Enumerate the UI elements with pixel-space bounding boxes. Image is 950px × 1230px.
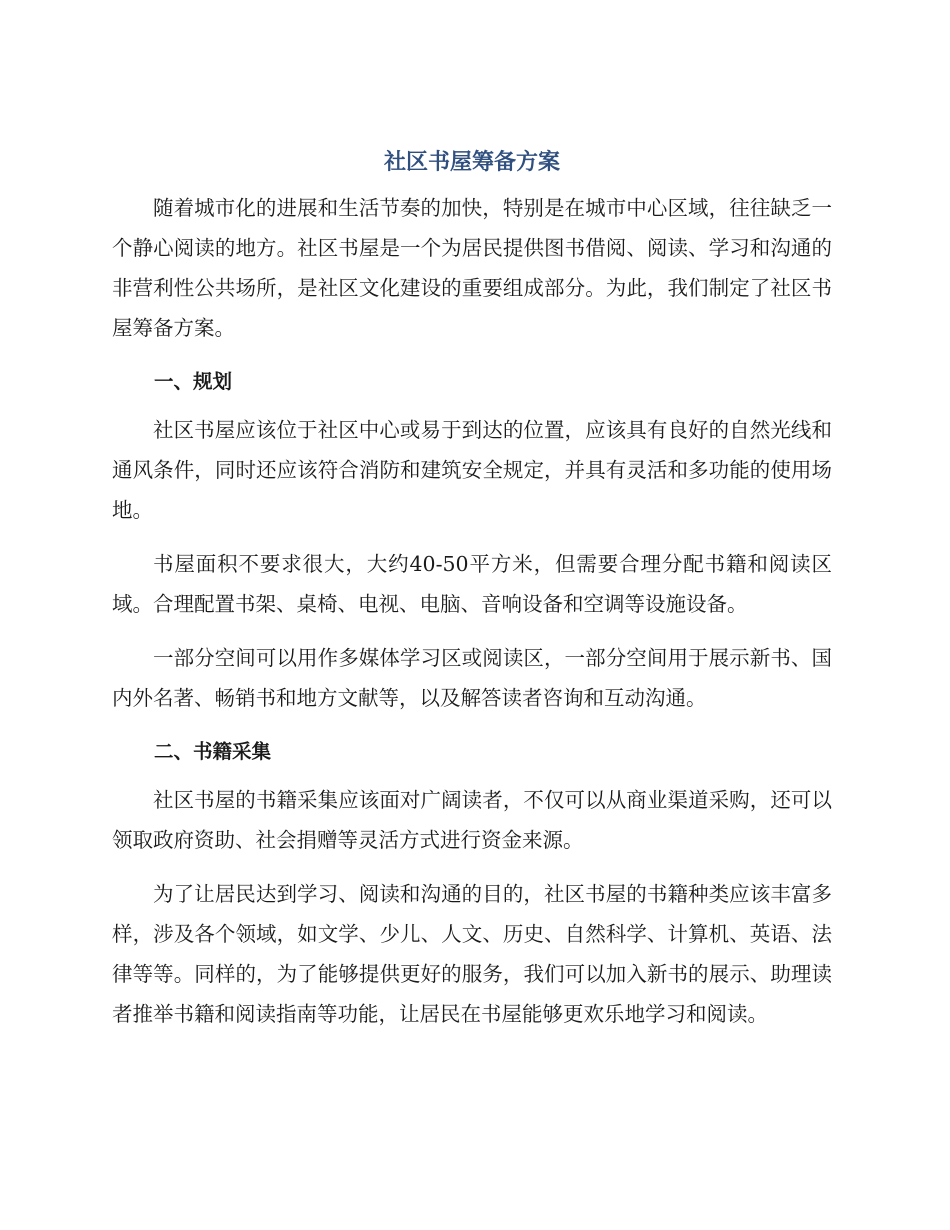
document-title: 社区书屋筹备方案 [383, 150, 560, 175]
document-page [112, 146, 832, 1034]
section-heading-book-collection: 二、书籍采集 [154, 740, 272, 763]
planning-paragraph-1: 社区书屋应该位于社区中心或易于到达的位置，应该具有良好的自然光线和通风条件，同时还应该符合消防和建筑安全规定，并具有灵活和多功能的使用场地。 [112, 418, 832, 522]
collection-paragraph-1: 社区书屋的书籍采集应该面对广阔读者，不仅可以从商业渠道采购，还可以领取政府资助、社会捐赠等灵活方式进行资金来源。 [112, 788, 832, 852]
planning-paragraph-3: 一部分空间可以用作多媒体学习区或阅读区，一部分空间用于展示新书、国内外名著、畅销书和地方文献等，以及解答读者咨询和互动沟通。 [112, 646, 832, 710]
collection-paragraph-2: 为了让居民达到学习、阅读和沟通的目的，社区书屋的书籍种类应该丰富多样，涉及各个领域，如文学、少儿、人文、历史、自然科学、计算机、英语、法律等等。同样的，为了能够提供更好的服务，我们可以加入新书的展示、助理读者推举书籍和阅读指南等功能，让居民在书屋能够更欢乐地学习和阅读。 [112, 882, 832, 1026]
section-heading-planning: 一、规划 [154, 370, 233, 393]
planning-paragraph-2: 书屋面积不要求很大，大约40-50平方米，但需要合理分配书籍和阅读区域。合理配置书架、桌椅、电视、电脑、音响设备和空调等设施设备。 [112, 552, 832, 616]
intro-paragraph: 随着城市化的进展和生活节奏的加快，特别是在城市中心区域，往往缺乏一个静心阅读的地方。社区书屋是一个为居民提供图书借阅、阅读、学习和沟通的非营利性公共场所，是社区文化建设的重要组成部分。为此，我们制定了社区书屋筹备方案。 [112, 196, 832, 340]
